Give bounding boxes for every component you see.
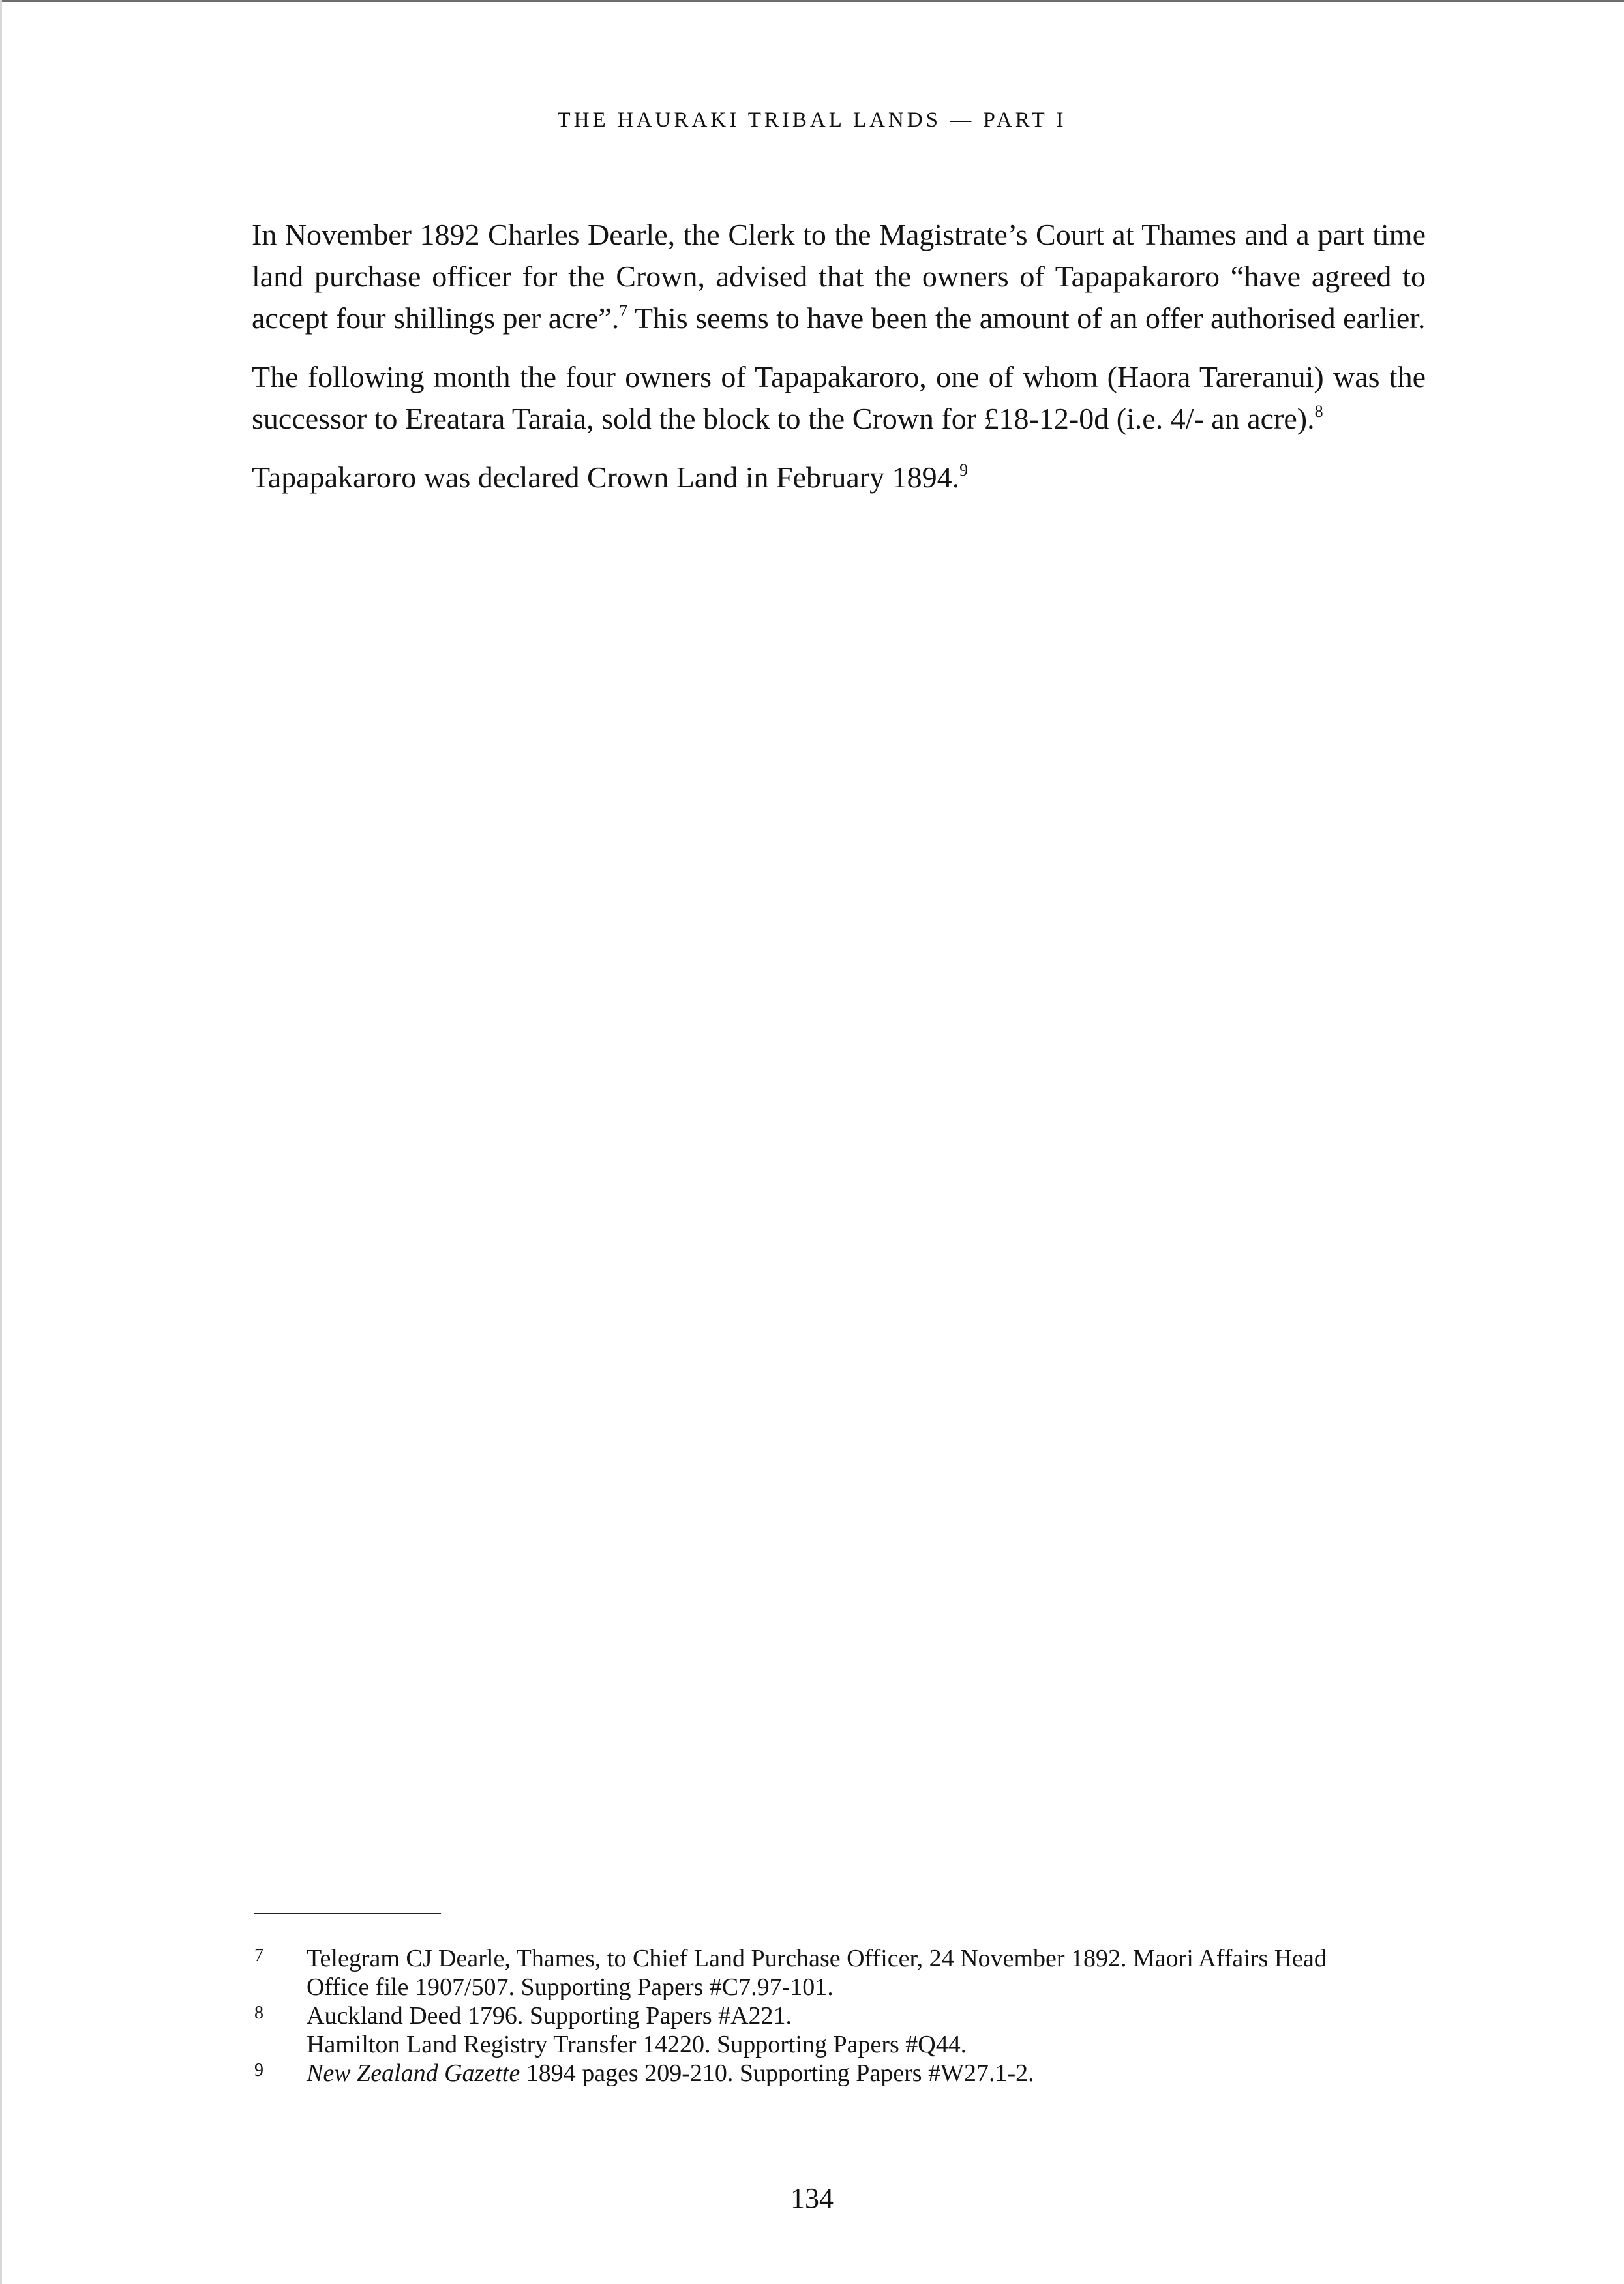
paragraph-text: The following month the four owners of Tapapakaroro, one of whom (Haora Tareranui) was the successor to Ereatara Taraia, sold the block to the Crown for £18-12-0d (i.e. 4/- an acre).: [252, 360, 1426, 435]
running-head: THE HAURAKI TRIBAL LANDS — PART I: [557, 108, 1067, 132]
footnote-ref[interactable]: 8: [1314, 402, 1323, 421]
footnote-ref[interactable]: 9: [959, 461, 969, 480]
publication-title: New Zealand Gazette: [307, 2060, 520, 2087]
paragraph-text-tail: This seems to have been the amount of an offer authorised earlier.: [627, 301, 1426, 335]
footnote-number: 7: [254, 1945, 263, 1966]
footnote: [254, 2059, 1415, 2088]
footnote-line: [307, 2059, 1415, 2088]
paragraph: [252, 356, 1426, 440]
paragraph-text: In November 1892 Charles Dearle, the Clerk to the Magistrate’s Court at Thames and a part time land purchase officer for the Crown, advised that the owners of Tapapakaroro “have agreed to accept four shillings per acre”.: [252, 218, 1426, 335]
footnote-number: 8: [254, 2003, 263, 2023]
page-number: 134: [790, 2182, 834, 2214]
footnote-line: Hamilton Land Registry Transfer 14220. Supporting Papers #Q44.: [307, 2031, 967, 2058]
scan-left-edge: [0, 0, 2, 2284]
footnote-ref[interactable]: 7: [619, 301, 628, 320]
footnote-line: Telegram CJ Dearle, Thames, to Chief Land Purchase Officer, 24 November 1892. Maori Affairs Head: [307, 1945, 1327, 1972]
paragraph: [252, 214, 1426, 339]
scan-top-edge: [0, 0, 1624, 2]
body-text: [252, 214, 1426, 515]
footnotes: [254, 1944, 1415, 2088]
footnote-line: Auckland Deed 1796. Supporting Papers #A221.: [307, 2002, 792, 2030]
footnote-line: Office file 1907/507. Supporting Papers #C7.97-101.: [307, 1973, 834, 2001]
footnote: [254, 1944, 1415, 2002]
footnote-number: 9: [254, 2060, 263, 2080]
footnote-text: 1894 pages 209-210. Supporting Papers #W27.1-2.: [520, 2060, 1034, 2087]
paragraph-text: Tapapakaroro was declared Crown Land in February 1894.: [252, 461, 960, 494]
footnote: [254, 2002, 1415, 2059]
paragraph: [252, 457, 1426, 498]
footnote-separator: [254, 1913, 441, 1914]
